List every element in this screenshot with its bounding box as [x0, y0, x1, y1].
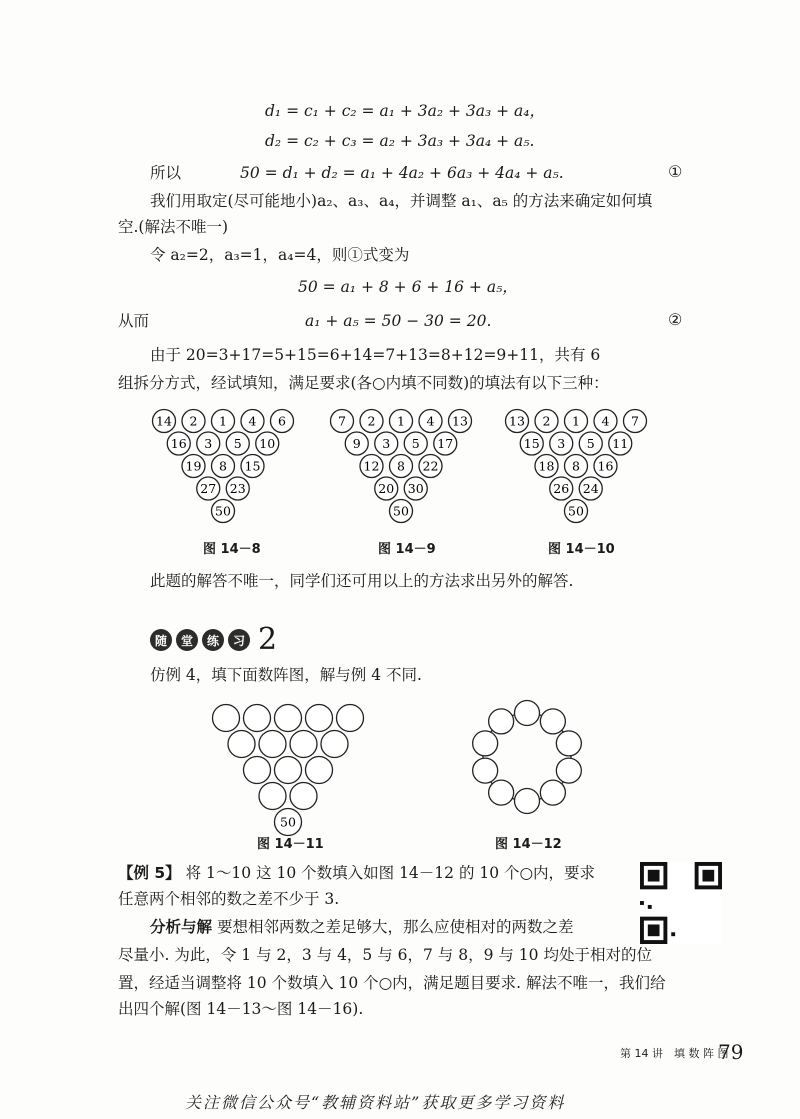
- figure-caption-14-8: 图 14－8: [203, 542, 261, 557]
- equation-marker-2: ②: [668, 310, 683, 329]
- fig-14-12-cell: [540, 780, 565, 805]
- fig-14-11-cell: [275, 705, 302, 732]
- qr-code-icon[interactable]: [640, 862, 722, 944]
- figure-caption-14-9: 图 14－9: [378, 542, 436, 557]
- fig-14-12-cell: [540, 709, 565, 734]
- example-text: 将 1～10 这 10 个数填入如图 14－12 的 10 个○内，要求: [185, 864, 596, 882]
- section-number: 2: [258, 622, 278, 657]
- fig-14-10-number: 11: [612, 436, 629, 451]
- paragraph-line: 令 a₂=2，a₃=1，a₄=4，则①式变为: [150, 246, 410, 264]
- fig-14-12-cell: [489, 709, 514, 734]
- section-char: 堂: [176, 629, 198, 651]
- section-char: 随: [150, 629, 172, 651]
- fig-14-8-number: 50: [215, 503, 231, 519]
- watermark-text: 关注微信公众号“教辅资料站”获取更多学习资料: [185, 1093, 566, 1112]
- fig-14-9-number: 1: [397, 413, 405, 429]
- fig-14-10-number: 18: [538, 458, 555, 474]
- fig-14-10-number: 8: [572, 458, 580, 474]
- section-char: 习: [228, 629, 250, 651]
- paragraph-line: 仿例 4，填下面数阵图，解与例 4 不同.: [150, 666, 422, 684]
- fig-14-11-cell: [228, 731, 255, 758]
- fig-14-11-cell: [275, 757, 302, 784]
- fig-14-9-number: 2: [367, 413, 376, 429]
- fig-14-12-cell: [473, 758, 498, 783]
- fig-14-10-number: 1: [572, 413, 580, 429]
- fig-14-11-cell: [290, 783, 317, 810]
- equation-d2: d₂ = c₂ + c₃ = a₂ + 3a₃ + 3a₄ + a₅.: [265, 132, 535, 150]
- paragraph-line: 此题的解答不唯一，同学们还可用以上的方法求出另外的解答.: [150, 572, 574, 590]
- fig-14-10-number: 16: [597, 458, 614, 474]
- fig-14-11-number: 50: [280, 814, 296, 830]
- fig-14-9-number: 20: [378, 481, 395, 496]
- paragraph-line: 由于 20=3+17=5+15=6+14=7+13=8+12=9+11，共有 6: [150, 346, 601, 364]
- fig-14-12-cell: [473, 731, 498, 756]
- fig-14-10-number: 5: [586, 436, 595, 451]
- paragraph-line: 组拆分方式，经试填知，满足要求(各○内填不同数)的填法有以下三种：: [118, 374, 609, 392]
- page-number: 79: [718, 1040, 744, 1064]
- fig-14-11-cell: [306, 757, 333, 784]
- equation-1: 50 = d₁ + d₂ = a₁ + 4a₂ + 6a₃ + 4a₄ + a₅.: [240, 164, 564, 182]
- fig-14-9-number: 3: [382, 436, 391, 451]
- fig-14-12-cell: [515, 789, 540, 814]
- analysis-label: 分析与解: [150, 918, 213, 936]
- fig-14-11-cell: [259, 783, 286, 810]
- fig-14-11-cell: [321, 731, 348, 758]
- fig-14-9-number: 50: [393, 503, 409, 519]
- paragraph-line: 任意两个相邻的数之差不少于 3.: [118, 890, 340, 908]
- equation-3: a₁ + a₅ = 50 − 30 = 20.: [305, 312, 492, 330]
- analysis-text: 要想相邻两数之差足够大，那么应使相对的两数之差: [216, 918, 574, 936]
- fig-14-11-cell: [213, 705, 240, 732]
- figure-caption-14-11: 图 14－11: [257, 837, 324, 852]
- fig-14-8-number: 8: [219, 458, 227, 474]
- fig-14-8-number: 3: [204, 436, 213, 451]
- fig-14-8-number: 27: [200, 481, 217, 496]
- fig-14-8-number: 15: [244, 458, 261, 474]
- fig-14-9-number: 30: [407, 481, 424, 496]
- fig-14-11-cell: [306, 705, 333, 732]
- fig-14-8-number: 6: [278, 413, 286, 429]
- fig-14-9-number: 17: [437, 436, 454, 451]
- figure-caption-14-12: 图 14－12: [495, 837, 562, 852]
- fig-14-10-number: 2: [542, 413, 551, 429]
- fig-14-10-number: 3: [557, 436, 566, 451]
- fig-14-11-cell: [244, 705, 271, 732]
- fig-14-10-number: 50: [568, 503, 584, 519]
- fig-14-10-number: 24: [582, 481, 599, 496]
- section-title: [150, 622, 278, 657]
- section-char: 练: [202, 629, 224, 651]
- fig-14-8-number: 10: [259, 436, 276, 451]
- fig-14-12-cell: [556, 758, 581, 783]
- fig-14-8-number: 23: [229, 481, 246, 496]
- fig-14-11-cell: [259, 731, 286, 758]
- fig-14-11-cell: [337, 705, 364, 732]
- fig-14-12-cell: [489, 780, 514, 805]
- fig-14-8-number: 2: [189, 413, 198, 429]
- paragraph-line: 尽量小. 为此，令 1 与 2，3 与 4，5 与 6，7 与 8，9 与 10 均处于相对的位: [118, 946, 652, 964]
- fig-14-8-number: 1: [219, 413, 227, 429]
- equation-2: 50 = a₁ + 8 + 6 + 16 + a₅，: [298, 278, 518, 296]
- paragraph-line: 置，经适当调整将 10 个数填入 10 个○内，满足题目要求. 解法不唯一，我们给: [118, 974, 666, 992]
- label-suoyi: 所以: [150, 164, 182, 182]
- label-conger: 从而: [118, 312, 150, 330]
- fig-14-9-number: 4: [426, 413, 435, 429]
- fig-14-10-number: 7: [631, 413, 639, 429]
- fig-14-9-number: 12: [363, 458, 380, 474]
- paragraph-line: 我们用取定(尽可能地小)a₂、a₃、a₄，并调整 a₁、a₅ 的方法来确定如何填: [150, 192, 653, 210]
- fig-14-9-number: 9: [352, 436, 361, 451]
- fig-14-11-cell: [290, 731, 317, 758]
- equation-marker-1: ①: [668, 162, 683, 181]
- paragraph-line: [118, 862, 595, 884]
- fig-14-12-cell: [515, 701, 540, 726]
- fig-14-8-number: 5: [233, 436, 242, 451]
- paragraph-line: 空.(解法不唯一): [118, 218, 229, 236]
- paragraph-line: 出四个解(图 14－13～图 14－16).: [118, 1000, 364, 1018]
- example-label: 【例 5】: [118, 864, 181, 882]
- fig-14-11-cell: [244, 757, 271, 784]
- fig-14-10-number: 4: [601, 413, 610, 429]
- fig-14-8-number: 4: [248, 413, 257, 429]
- fig-14-12-cell: [556, 731, 581, 756]
- fig-14-9-number: 5: [411, 436, 420, 451]
- fig-14-10-number: 13: [509, 413, 525, 429]
- fig-14-9-number: 22: [422, 458, 439, 474]
- fig-14-9-number: 8: [397, 458, 405, 474]
- chapter-footer: 第 14 讲 填 数 阵 图: [620, 1047, 729, 1060]
- figure-caption-14-10: 图 14－10: [548, 542, 615, 557]
- fig-14-8-number: 16: [170, 436, 187, 451]
- fig-14-10-number: 15: [523, 436, 540, 451]
- fig-14-8-number: 14: [156, 413, 172, 429]
- equation-d1: d₁ = c₁ + c₂ = a₁ + 3a₂ + 3a₃ + a₄，: [265, 102, 546, 120]
- fig-14-8-number: 19: [185, 458, 202, 474]
- fig-14-9-number: 13: [452, 413, 468, 429]
- fig-14-10-number: 26: [553, 481, 570, 496]
- fig-14-9-number: 7: [338, 413, 346, 429]
- paragraph-line: [150, 916, 573, 938]
